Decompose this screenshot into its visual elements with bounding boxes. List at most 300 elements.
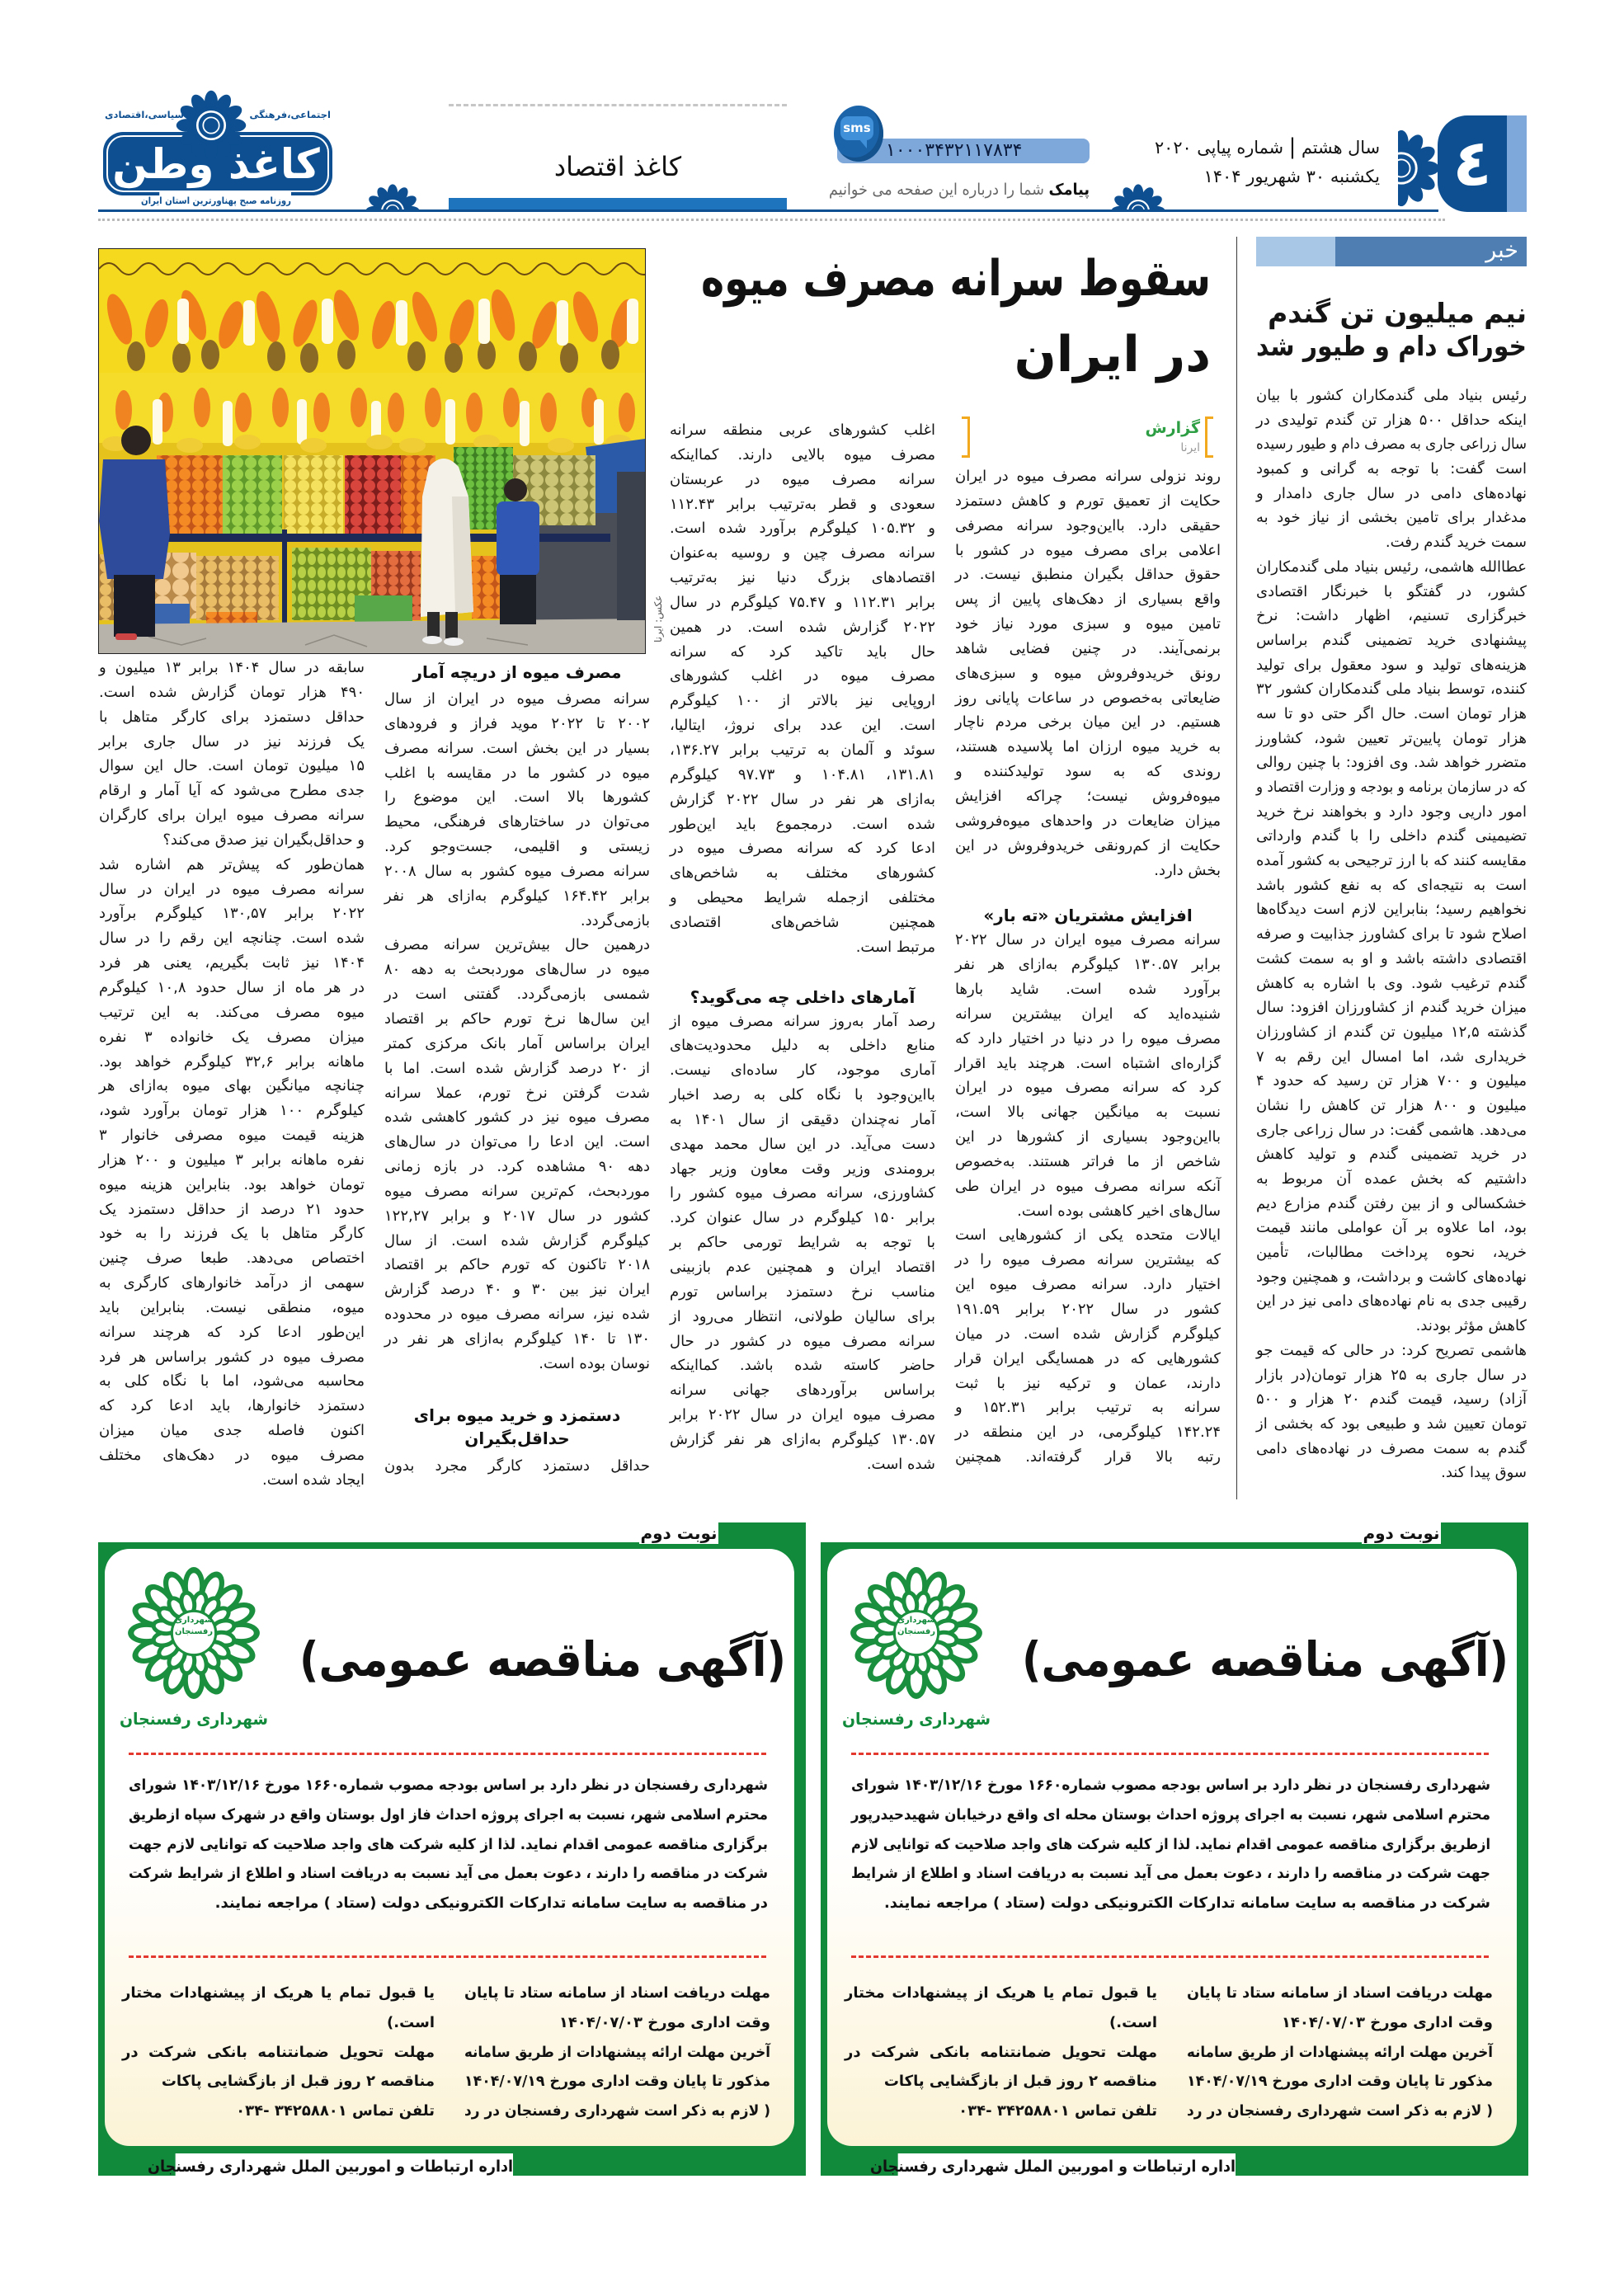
- ad-footer: اداره ارتباطات و اموربین الملل شهرداری رفسنجان: [898, 2153, 1236, 2180]
- text-line: درهمین حال بیش‌ترین سرانه مصرف: [384, 936, 650, 954]
- logo-tagline-political: سیاسی،اقتصادی: [105, 109, 184, 120]
- text-line: سوق پیدا کند.: [1441, 1464, 1527, 1482]
- text-line: برای سالیان طولانی، انتظار می‌رود از: [670, 1307, 935, 1325]
- text-line: مختلفی ازجمله شرایط محیطی و: [670, 889, 935, 907]
- text-line: محترم اسلامی شهر، نسبت به اجرای پروژه احداث بوستان محله ای واقع درخیابان شهیدحیدرپور: [851, 1805, 1490, 1824]
- text-line: سرانه مصرف چین و روسیه به‌عنوان: [670, 544, 935, 562]
- sms-prompt-text: شما را درباره این صفحه می خوانیم: [829, 181, 1049, 199]
- text-line: حکایت از کم‌رونقی خریدوفروش در این: [955, 836, 1221, 854]
- text-line: سرانه مصرف میوه در عربستان: [670, 470, 935, 488]
- ad-footer: اداره ارتباطات و اموربین الملل شهرداری رفسنجان: [176, 2153, 513, 2180]
- text-line: ایجاد شده است.: [261, 1471, 365, 1489]
- photo-credit: [649, 595, 664, 653]
- fruit-market-photo: [99, 249, 645, 653]
- text-line: نخواهیم رسید؛ بنابراین لازم است دیدگاه‌ها: [1256, 901, 1527, 919]
- text-line: محترم اسلامی شهر، نسبت به اجرای پروژه احداث فاز اول بوستان واقع در شهرک سپاه ازطریق: [128, 1805, 768, 1824]
- text-line: بااین‌وجود بسیاری از کشورها در این: [955, 1128, 1221, 1146]
- dashed-divider: [851, 1955, 1489, 1958]
- text-line: در سال جاری به ۲۵ هزار تومان(در بازار: [1256, 1366, 1528, 1384]
- text-line: این سال‌ها نرخ تورم حاکم بر اقتصاد: [384, 1009, 650, 1028]
- text-line: تومان تعیین شد و طبیعی بود که بخشی از: [1256, 1414, 1527, 1433]
- text-line: ماهانه برابر ۳۲,۶ کیلوگرم خواهد بود.: [99, 1052, 365, 1071]
- text-line: کننده، توسط بنیاد ملی گندمکاران کشور ۳۲: [1256, 680, 1527, 699]
- text-line: میوه در سال‌های موردبحث به دهه ۸۰: [384, 961, 650, 979]
- text-line: که در سازمان برنامه و بودجه و وزارت اقتصاد و: [1256, 779, 1527, 796]
- text-line: ادعا کرد که سرانه مصرف میوه در: [670, 840, 935, 858]
- text-line: زیستی و اقلیمی، جست‌وجو کرد.: [384, 838, 650, 856]
- text-line: کیلوگرم گزارش شده است. در میان: [955, 1325, 1221, 1343]
- text-line: ۱۴۰۴ نیز ثابت بگیریم، یعنی هر فرد: [99, 954, 365, 972]
- text-line: یا قبول تمام یا هریک از پیشنهادات مختار: [122, 1984, 435, 2002]
- logo-tagline-social: اجتماعی،فرهنگی: [249, 109, 331, 120]
- issue-serial: شماره پیاپی ۲۰۲۰: [1155, 138, 1284, 158]
- text-line: گندم به سمت مصرف در نهاده‌های دامی: [1256, 1439, 1527, 1457]
- paragraph: [1256, 384, 1527, 555]
- text-line: از ۲۰ درصد گزارش شده است. اما با: [384, 1059, 651, 1077]
- text-line: شمسی بازمی‌گردد. گفتنی است در: [384, 986, 650, 1004]
- paragraph: [99, 656, 365, 853]
- text-line: شده نیز، سرانه مصرف میوه در محدوده: [384, 1306, 650, 1324]
- text-line: ایالات متحده یکی از کشورهایی است: [955, 1226, 1221, 1245]
- text-line: و ۱۰۵.۳۲ کیلوگرم برآورد شده است.: [670, 520, 935, 538]
- text-line: شرکت در مناقصه را دارند ، دعوت بعمل می آید نسبت به دریافت اسناد و اطلاع از شرایط شرکت: [128, 1865, 768, 1883]
- text-line: براساس برآوردهای جهانی سرانه: [670, 1381, 935, 1400]
- news-headline-line: نیم میلیون تن گندم: [1268, 297, 1527, 329]
- text-line: حداقل دستمزد کارگر مجرد بدون: [384, 1457, 650, 1475]
- text-line: کاهش مؤثر بودند.: [1415, 1317, 1527, 1335]
- news-body: [1256, 384, 1527, 1485]
- text-line: بااین‌وجود با نگاه کلی به رصد اخبار: [670, 1086, 935, 1104]
- logo-inner-text: شهرداری رفسنجان: [897, 1616, 935, 1636]
- text-line: شهرداری رفسنجان در نظر دارد بر اساس بودجه مصوب شماره۱۶۶۰ مورخ ۱۴۰۳/۱۲/۱۶ شورای: [128, 1777, 768, 1794]
- text-line: متضرر خواهد شد. وی افزود: با چنین روالی: [1256, 754, 1527, 772]
- text-line: سعودی و قطر به‌ترتیب برابر ۱۱۲.۴۳: [670, 495, 935, 513]
- text-line: نهاده‌های دامی در سال جاری دامدار و: [1256, 484, 1527, 502]
- text-line: میوه‌فروش نیست؛ چراکه افزایش: [955, 787, 1221, 805]
- text-line: مناسب نرخ دستمزد براساس تورم: [670, 1282, 935, 1301]
- text-line: سابقه در سال ۱۴۰۴ برابر ۱۳ میلیون و: [99, 659, 365, 676]
- text-line: مناقصه ۲ روز قبل از بازگشایی پاکات: [161, 2073, 435, 2091]
- text-line: کشور، در گفتگو با خبرنگار اقتصادی: [1256, 582, 1527, 600]
- text-line: خشکسالی و از بین رفتن گندم مزارع دیم: [1256, 1194, 1527, 1212]
- text-line: نهاده‌های کاشت و برداشت، و همچنین وجود: [1256, 1268, 1527, 1286]
- paragraph: [955, 1223, 1221, 1469]
- text-line: مقایسه کنند که با ارز ترجیحی به کشور آمده: [1256, 852, 1527, 870]
- text-line: میوه مصرف می‌کند. به این ترتیب: [99, 1003, 365, 1021]
- text-line: مذکور تا پایان وقت اداری مورخ ۱۴۰۴/۰۷/۱۹: [464, 2073, 770, 2091]
- section-dashed-rule: [449, 104, 787, 106]
- text-line: و حداقل‌بگیران نیز صدق می‌کند؟: [162, 831, 365, 849]
- text-line: ازطریق برگزاری مناقصه عمومی اقدام نماید. لذا از کلیه شرکت های واجد صلاحیت که توانایی لازم: [851, 1835, 1490, 1853]
- text-line: آخرین مهلت ارائه پیشنهادات از طریق سامانه: [464, 2043, 770, 2061]
- text-line: برآورد شده است. شاید بارها: [955, 981, 1221, 999]
- text-line: رونق خریدوفروش میوه و سبزی‌های: [955, 664, 1221, 682]
- text-line: سمت خرید گندم رفت.: [1385, 534, 1527, 552]
- text-line: میلیون و ۸۰۰ هزار تن کاهش را نشان: [1256, 1096, 1527, 1114]
- text-line: گذشته ۱۲,۵ میلیون تن گندم از کشاورزان: [1256, 1023, 1527, 1041]
- text-line: در مناقصه به سایت سامانه تدارکات الکترونیکی دولت (ستاد ) مراجعه نمایند.: [214, 1894, 768, 1913]
- text-line: شده است. چنانچه این رقم را در سال: [99, 929, 365, 948]
- subheading: [384, 660, 650, 685]
- section-accent-bar: [449, 198, 787, 209]
- text-line: مذکور تا پایان وقت اداری مورخ ۱۴۰۴/۰۷/۱۹: [1187, 2073, 1493, 2091]
- header-dotted-rule: [98, 219, 1445, 221]
- text-line: رصد آمار به‌روز سرانه مصرف میوه از: [670, 1012, 935, 1030]
- text-line: برنمی‌آیند. در چنین فضایی شاهد: [955, 639, 1221, 657]
- text-line: هاشمی تصریح کرد: در حالی که قیمت جو: [1256, 1341, 1527, 1359]
- subheading: [384, 1404, 650, 1450]
- text-line: کشاورزی، سرانه مصرف میوه کشور را: [670, 1184, 935, 1202]
- text-line: شدت گرفتن نرخ تورم، عملا سرانه: [384, 1084, 650, 1102]
- text-line: ۲۰۱۸ تاکنون که تورم حاکم بر اقتصاد: [384, 1256, 650, 1274]
- article-photo: [99, 249, 645, 653]
- text-line: برابر ۱۳۰.۵۷ کیلوگرم به‌ازای هر نفر: [955, 956, 1221, 974]
- ad-terms-column: [464, 1979, 770, 2126]
- text-line: کشور در سال ۲۰۱۷ و برابر ۱۲۲,۲۷: [384, 1207, 650, 1225]
- page-number-stripe: [1507, 115, 1527, 212]
- text-line: دستمزد خانوارها، باید ادعا کرد که: [99, 1397, 365, 1415]
- text-line: خبرگزاری تسنیم، اظهار داشت: نرخ: [1256, 607, 1527, 625]
- text-line: اختصاص می‌دهد. طبعا صرف چنین: [99, 1249, 365, 1268]
- paragraph: [122, 2038, 435, 2097]
- text-line: تلفن تماس ۳۴۲۵۸۸۰۱ -۰۳۴: [958, 2102, 1157, 2120]
- text-line: شده است. درمجموع باید این‌طور: [670, 815, 935, 833]
- text-line: ایران براساس آمار بانک مرکزی کمتر: [384, 1034, 650, 1052]
- text-line: شهرداری رفسنجان در نظر دارد بر اساس بودجه مصوب شماره۱۶۶۰ مورخ ۱۴۰۳/۱۲/۱۶ شورای: [851, 1777, 1490, 1794]
- text-line: حقیقی دارد. بااین‌وجود سرانه مصرفی: [955, 516, 1221, 534]
- text-line: روند نزولی سرانه مصرف میوه در ایران: [955, 468, 1221, 485]
- issue-line: [1157, 132, 1380, 162]
- text-line: ۱۳۰.۵۷ کیلوگرم به‌ازای هر نفر گزارش: [670, 1430, 935, 1448]
- text-line: حداقل دستمزد برای کارگر متاهل با: [99, 708, 365, 726]
- text-line: آخرین مهلت ارائه پیشنهادات از طریق سامانه: [1187, 2043, 1493, 2061]
- text-line: میزان مصرف یک خانواده ۳ نفره: [99, 1028, 365, 1046]
- text-line: سرانه به ترتیب برابر ۱۵۲.۳۱ و: [955, 1399, 1221, 1417]
- text-line: مرتبط است.: [855, 938, 935, 956]
- article-column: [384, 660, 650, 1478]
- text-line: سرانه مصرف میوه ایران در سال ۲۰۲۲: [955, 931, 1221, 949]
- text-line: ۲۰۲۲ گزارش شده است. در همین: [670, 618, 935, 636]
- text-line: مهلت دریافت اسناد از سامانه ستاد تا پایان: [1187, 1984, 1493, 2002]
- logo-subtitle: روزنامه صبح پهناورترین استان ایران: [159, 192, 291, 209]
- article-headline: [701, 241, 1211, 393]
- flower-ornament-icon: [365, 183, 421, 211]
- text-line: مصرف میوه را در دنیا در اختیار دارد که: [955, 1029, 1221, 1047]
- text-line: سرانه مصرف میوه در ایران از سال: [384, 690, 650, 708]
- text-line: داشتیم که بخش عمده آن مربوط به: [1256, 1170, 1527, 1188]
- text-line: اکنون فاصله جدی میان میزان: [99, 1422, 365, 1440]
- bracket-right: [1205, 416, 1213, 458]
- paragraph: [851, 1771, 1490, 1918]
- section-title: کاغذ اقتصاد: [553, 151, 682, 182]
- text-line: موردبحث، کم‌ترین سرانه مصرف میوه: [384, 1182, 650, 1200]
- text-line: رئیس بنیاد ملی گندمکاران کشور با بیان: [1256, 387, 1527, 404]
- kicker-label: گزارش: [1145, 419, 1200, 437]
- article-headline-line: در ایران: [1014, 326, 1211, 384]
- flower-ornament-icon: [1398, 129, 1441, 208]
- paragraph: [122, 1979, 435, 2038]
- sms-prompt-bold: پیامک: [1048, 181, 1090, 199]
- paragraph: [464, 1979, 770, 2038]
- paragraph: [464, 2097, 770, 2126]
- text-line: شاخص از ما فراتر هستند. به‌خصوص: [955, 1152, 1221, 1170]
- page-number: ٤: [1438, 115, 1507, 212]
- text-line: می‌توان در ساختارهای فرهنگی، محیط: [384, 813, 650, 831]
- text-line: تضیمینی گندم داخلی را با گندم وارداتی: [1256, 827, 1527, 845]
- text-line: محاسبه می‌شود، اما با نگاه کلی به: [99, 1372, 365, 1391]
- text-line: گزاره‌ای اشتباه است. هرچند باید اقرار: [955, 1054, 1221, 1072]
- text-line: سرانه مصرف میوه کشور به سال ۲۰۰۸: [384, 862, 650, 880]
- paragraph: [1187, 2038, 1493, 2097]
- text-line: جدی مطرح می‌شود که آیا آمار و ارقام: [99, 782, 365, 800]
- text-line: میزان ضایعات در واحدهای میوه‌فروشی: [955, 812, 1221, 830]
- dashed-divider: [851, 1753, 1489, 1755]
- tender-advertisement: [98, 1522, 806, 2181]
- text-line: هزینه قیمت میوه مصرفی خانوار ۳: [99, 1127, 365, 1145]
- text-line: مصرف میوه بالایی دارند. کمااینکه: [670, 445, 935, 464]
- text-line: جهت شرکت در مناقصه را دارند ، دعوت بعمل می آید نسبت به دریافت اسناد و اطلاع از شرایط: [851, 1865, 1490, 1883]
- paragraph: [129, 1771, 768, 1918]
- text-line: بازمی‌گردد.: [580, 911, 650, 929]
- article-headline-line: سقوط سرانه مصرف میوه: [701, 250, 1211, 308]
- news-label: خبر: [1485, 238, 1518, 263]
- text-line: برابر ۱۵۰ کیلوگرم در سال عنوان کرد.: [670, 1209, 936, 1227]
- article-column: [955, 464, 1221, 1470]
- text-line: است.): [387, 2013, 435, 2031]
- text-line: که بیشترین سرانه مصرف میوه را در: [955, 1251, 1221, 1269]
- paragraph: [1187, 2097, 1493, 2126]
- text-line: هزار تومان پایین‌تر تعیین شود، کشاورز: [1256, 729, 1527, 747]
- logo-caption: شهرداری رفسنجان: [842, 1709, 991, 1729]
- ad-body: [129, 1771, 768, 1918]
- text-line: کشورهایی که در همسایگی ایران قرار: [955, 1349, 1221, 1367]
- kicker-source: ایرنا: [1180, 441, 1200, 454]
- logo-wordmark: کاغذ وطن: [112, 140, 320, 188]
- text-line: چنانچه میانگین بهای میوه به‌ازای هر: [99, 1077, 365, 1095]
- paragraph: [1187, 1979, 1493, 2038]
- text-line: میزان خرید گندم از کشاورزان افزود: سال: [1256, 999, 1527, 1017]
- subheading-line: آمارهای داخلی چه می‌گوید؟: [690, 986, 916, 1007]
- text-line: برومندی وزیر وقت معاون وزیر جهاد: [670, 1160, 935, 1178]
- ad-corner-tab: [1441, 1522, 1528, 1544]
- subheading-line: افزایش مشتریان «ته بار»: [983, 906, 1193, 926]
- paragraph: [845, 1979, 1157, 2038]
- text-line: اغلب کشورهای عربی منطقه سرانه: [670, 421, 935, 439]
- text-line: شنیده‌اید که ایران بیشترین سرانه: [955, 1005, 1221, 1023]
- text-line: میلیون و ۷۰۰ هزار تن رسید که حدود ۴: [1256, 1072, 1527, 1090]
- paragraph: [384, 687, 650, 933]
- subheading-line: دستمزد و خرید میوه برای: [413, 1405, 621, 1425]
- ad-terms-column: [845, 1979, 1157, 2126]
- paragraph: [845, 2097, 1157, 2126]
- text-line: میوه، منطقی نیست. بنابراین باید: [99, 1298, 365, 1316]
- text-line: هزینه‌های تولید و سود معقول برای تولید: [1256, 656, 1527, 674]
- issue-date: یکشنبه ۳۰ شهریور ۱۴۰۴: [1203, 167, 1380, 186]
- text-line: هزار تومان است. حال اگر حتی دو تا سه: [1256, 704, 1527, 722]
- text-line: سوئد و آلمان به ترتیب برابر ۱۳۶.۲۷،: [670, 741, 935, 759]
- text-line: مصرف میوه ایران در سال ۲۰۲۲ برابر: [670, 1406, 935, 1424]
- text-line: آنکه سرانه مصرف میوه در ایران طی: [955, 1177, 1221, 1195]
- text-line: شده است.: [866, 1455, 935, 1473]
- text-line: اعلامی برای مصرف میوه در کشور با: [955, 541, 1221, 559]
- article-column: [99, 656, 365, 1493]
- paragraph: [955, 928, 1221, 1223]
- text-line: مهلت تحویل ضمانتنامه بانکی شرکت در: [122, 2043, 435, 2061]
- text-line: ( لازم به ذکر است شهرداری رفسنجان در رد: [464, 2102, 770, 2120]
- ad-terms-column: [122, 1979, 435, 2126]
- paragraph: [845, 2038, 1157, 2097]
- text-line: حدود ۲۱ درصد از حداقل دستمزد یک: [99, 1200, 365, 1218]
- ad-round-label: نوبت دوم: [640, 1523, 718, 1543]
- bracket-left: [962, 416, 970, 458]
- text-line: ۲۰۰۲ تا ۲۰۲۲ موید فراز و فرودهای: [384, 714, 650, 732]
- text-line: همچنین شاخص‌های اقتصادی: [670, 913, 935, 931]
- ad-title: (آگهی مناقصه عمومی): [299, 1631, 786, 1687]
- text-line: مدغدار برای تامین بخشی از نیاز خود به: [1256, 509, 1527, 527]
- subheading: [955, 903, 1221, 928]
- issue-info: [1155, 132, 1380, 191]
- sms-badge: sms: [843, 120, 871, 135]
- text-line: وقت اداری مورخ ۱۴۰۴/۰۷/۰۳: [558, 2013, 770, 2031]
- text-line: آمار نه‌چندان دقیقی از سال ۱۴۰۱ به: [670, 1110, 936, 1128]
- text-line: بخش دارد.: [1154, 861, 1221, 879]
- text-line: نفره ماهانه برابر ۳ میلیون و ۲۰۰ هزار: [99, 1151, 365, 1169]
- text-line: مهلت دریافت اسناد از سامانه ستاد تا پایان: [464, 1984, 770, 2002]
- subheading-line: حداقل‌بگیران: [464, 1428, 570, 1448]
- text-line: اختیار دارد. سرانه مصرف میوه این: [955, 1276, 1221, 1294]
- text-line: نوسان بوده است.: [539, 1354, 650, 1372]
- text-line: مصرف میوه نیز در کشور کاهشی شده: [384, 1108, 650, 1127]
- text-line: ۲۰۲۲ برابر ۱۳۰,۵۷ کیلوگرم برآورد: [99, 905, 365, 923]
- ad-title: (آگهی مناقصه عمومی): [1022, 1631, 1509, 1687]
- text-line: تومان خواهد بود. بنابراین هزینه میوه: [99, 1175, 365, 1193]
- text-line: نسبت به میانگین جهانی بالا است،: [955, 1104, 1221, 1122]
- text-line: مناقصه ۲ روز قبل از بازگشایی پاکات: [883, 2073, 1157, 2091]
- text-line: اینکه حداقل ۵۰۰ هزار تن گندم تولیدی در: [1256, 411, 1527, 429]
- paragraph: [670, 1009, 935, 1477]
- text-line: بود، اما علاوه بر آن عواملی مانند قیمت: [1256, 1219, 1527, 1237]
- sms-prompt: [829, 178, 1090, 201]
- paragraph: [670, 418, 935, 960]
- text-line: است. این عدد برای نروژ، ایتالیا،: [670, 717, 935, 735]
- text-line: همان‌طور که پیش‌تر هم اشاره شد: [99, 855, 365, 873]
- text-line: حقوق حداقل بگیران منطبق نیست. در: [955, 566, 1221, 584]
- text-line: یک فرزند نیز در سال جاری برابر: [99, 732, 365, 751]
- ad-body: [851, 1771, 1490, 1918]
- text-line: تامین میوه و سبزی مورد نیاز خود: [955, 615, 1221, 633]
- text-line: در خرید تضمینی گندم و تولید کاهش: [1256, 1146, 1527, 1164]
- ad-terms-column: [1187, 1979, 1493, 2126]
- text-line: گندم ترغیب شود. وی با اشاره به کاهش: [1256, 974, 1527, 992]
- text-line: بسیار در این بخش است. سرانه مصرف: [384, 739, 650, 757]
- text-line: کشورها بالا است. این موضوع را: [384, 788, 650, 807]
- text-line: میوه در کشور ما در مقایسه با اغلب: [384, 764, 650, 782]
- text-line: کارگر متاهل با یک فرزند را به خود: [99, 1225, 365, 1243]
- dashed-divider: [129, 1753, 766, 1755]
- text-line: هستیم. در این میان برخی مردم ناچار: [955, 713, 1221, 732]
- text-line: این‌طور ادعا کرد که هرچند سرانه: [99, 1323, 365, 1341]
- article-kicker: [962, 416, 1213, 458]
- text-line: منابع داخلی به دلیل محدودیت‌های: [670, 1037, 935, 1055]
- paragraph: [1256, 555, 1527, 1339]
- issue-year: سال هشتم: [1301, 138, 1380, 158]
- sms-number: ۱۰۰۰۳۴۳۲۱۱۷۸۳۴: [886, 140, 1023, 161]
- dashed-divider: [129, 1955, 766, 1958]
- text-line: برگزاری مناقصه عمومی اقدام نماید. لذا از کلیه شرکت های واجد صلاحیت که توانایی لازم جهت: [129, 1835, 769, 1853]
- text-line: ۱۳۰ تا ۱۴۰ کیلوگرم به‌ازای هر نفر در: [384, 1329, 651, 1348]
- text-line: تلفن تماس ۳۴۲۵۸۸۰۱ -۰۳۴: [236, 2102, 435, 2120]
- newspaper-logo: [98, 86, 334, 211]
- photo-credit-text: عکس: ایرنا: [652, 595, 664, 643]
- text-line: واقع بسیاری از دهک‌های پایین از پس: [955, 591, 1221, 609]
- text-line: ۴۹۰ هزار تومان گزارش شده است.: [99, 683, 365, 701]
- ad-round-label: نوبت دوم: [1363, 1523, 1440, 1543]
- paragraph: [384, 1454, 650, 1479]
- logo-caption: شهرداری رفسنجان: [120, 1709, 268, 1729]
- text-line: اقتصادی داشته باشد و او به سمت کشت: [1256, 949, 1527, 967]
- text-line: ( لازم به ذکر است شهرداری رفسنجان در رد: [1187, 2102, 1493, 2120]
- text-line: آماری موجود، کار ساده‌ای نیست.: [670, 1061, 935, 1080]
- text-line: برابر ۱۱۲.۳۱ و ۷۵.۴۷ کیلوگرم در سال: [670, 593, 936, 611]
- text-line: وقت اداری مورخ ۱۴۰۴/۰۷/۰۳: [1281, 2013, 1493, 2031]
- text-line: سال‌های اخیر کاهشی بوده است.: [1017, 1202, 1221, 1220]
- text-line: عطاالله هاشمی، رئیس بنیاد ملی گندمکاران: [1256, 558, 1527, 576]
- text-line: اروپایی نیز بالاتر از ۱۰۰ کیلوگرم: [670, 692, 935, 710]
- text-line: سرانه مصرف میوه در ایران در سال: [99, 880, 365, 898]
- text-line: دست می‌آید. در این سال محمد مهدی: [670, 1135, 935, 1153]
- text-line: مصرف میوه در اغلب کشورهای: [670, 667, 935, 685]
- text-line: آزاد) رسید، قیمت گندم ۲۰ هزار و ۵۰۰: [1256, 1391, 1527, 1409]
- subheading-line: مصرف میوه از دریچه آمار: [412, 662, 622, 682]
- text-line: حکایت از تعمیق تورم و کاهش دستمزد: [955, 492, 1221, 510]
- text-line: کرد که سرانه مصرف میوه در ایران: [955, 1079, 1221, 1097]
- text-line: است گفت: با توجه به گرانی و کمبود: [1256, 460, 1527, 478]
- price-sign-board: [99, 249, 645, 453]
- text-line: پیشنهادی خرید تضمینی گندم براساس: [1256, 631, 1527, 649]
- text-line: روندی که به سود تولیدکننده و: [955, 763, 1221, 781]
- text-line: کیلوگرم ۱۰۰ هزار تومان برآورد شود،: [99, 1102, 365, 1120]
- text-line: رتبه بالا قرار گرفته‌اند. همچنین: [955, 1448, 1221, 1466]
- paragraph: [384, 933, 650, 1376]
- paragraph: [99, 853, 365, 1493]
- text-line: یا قبول تمام یا هریک از پیشنهادات مختار: [845, 1984, 1157, 2002]
- text-line: حاضر کاسته شده باشد. کمااینکه: [670, 1357, 935, 1375]
- text-line: به خرید میوه ارزان اما پلاسیده هستند،: [955, 738, 1221, 756]
- text-line: سهمی از درآمد خانوارهای کارگری به: [99, 1274, 365, 1292]
- text-line: است.): [1109, 2013, 1157, 2031]
- text-line: حال باید تاکید کرد که سرانه: [670, 642, 935, 661]
- text-line: در هر ماه از سال حدود ۱۰,۸ کیلوگرم: [99, 978, 365, 996]
- text-line: مصرف میوه در دهک‌های مختلف: [99, 1447, 365, 1464]
- paragraph: [955, 464, 1221, 882]
- news-headline-line: خوراک دام و طیور شد: [1256, 330, 1527, 362]
- news-label-bar-light: [1256, 237, 1335, 266]
- article-column: [670, 418, 935, 1477]
- header-rule: [98, 209, 1438, 212]
- news-headline: [1256, 297, 1527, 363]
- text-line: ۱۳۱.۸۱، ۱۰۴.۸۱ و ۹۷.۷۳ کیلوگرم: [670, 765, 935, 784]
- paragraph: [122, 2097, 435, 2126]
- text-line: می‌دهد. هاشمی گفت: در سال زراعی جاری: [1256, 1121, 1527, 1139]
- ad-corner-tab: [718, 1522, 806, 1544]
- text-line: رقیبی جدی به نام نهاده‌های دامی نیز در این: [1256, 1292, 1527, 1311]
- column-divider: [1236, 237, 1237, 1499]
- text-line: اقتصادهای بزرگ دنیا نیز به‌ترتیب: [670, 569, 935, 587]
- tender-advertisement: [821, 1522, 1528, 2181]
- text-line: ایران نیز بین ۳۰ و ۴۰ درصد گزارش: [384, 1281, 651, 1299]
- text-line: با توجه به شرایط تورمی حاکم بر: [670, 1234, 935, 1252]
- text-line: است. این ادعا را می‌توان در سال‌های: [384, 1133, 650, 1151]
